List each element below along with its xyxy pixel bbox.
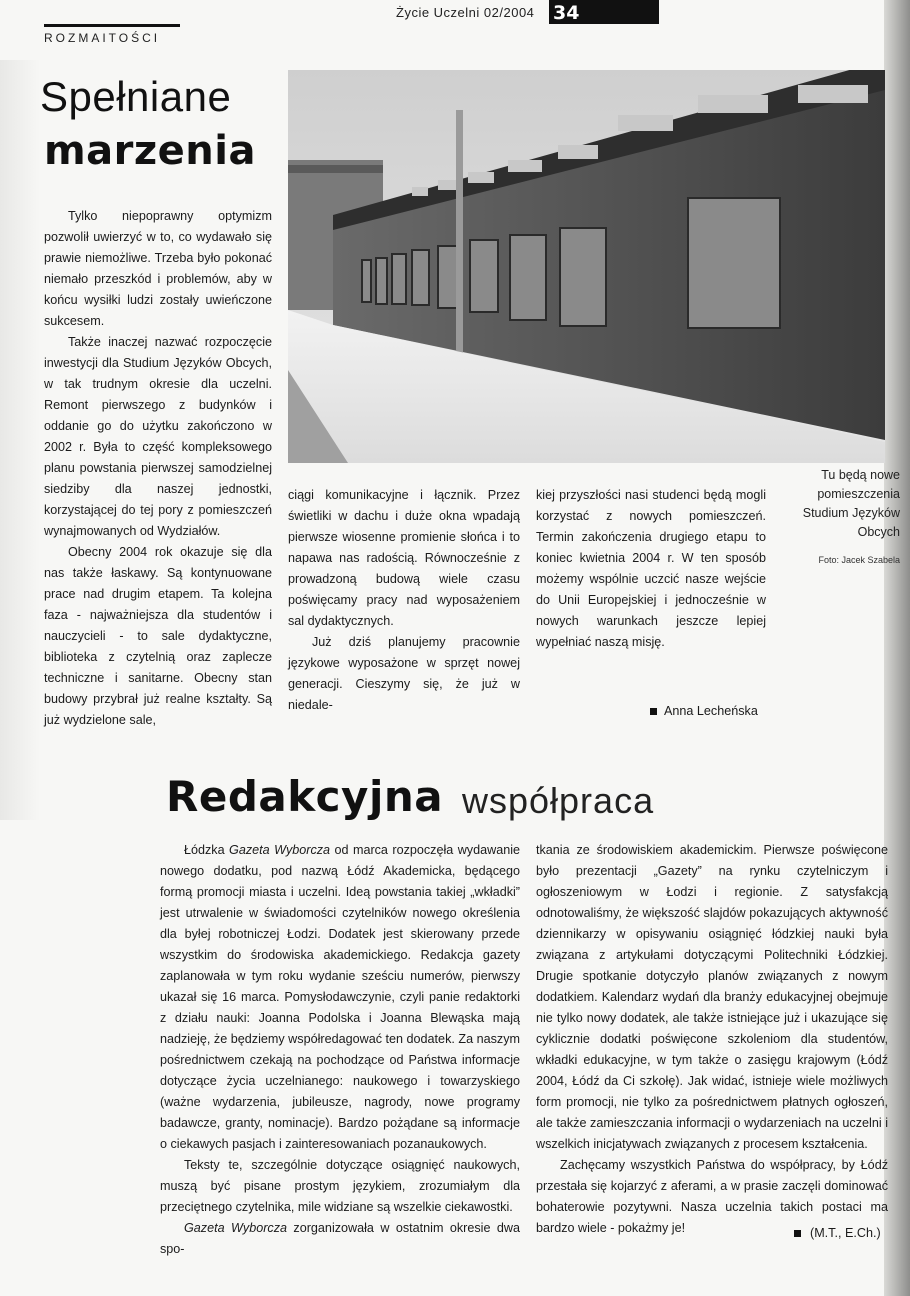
article2-p3-post: zorganizowała w ostatnim okresie dwa spo-: [160, 1221, 520, 1256]
photo-credit: Foto: Jacek Szabela: [818, 555, 900, 565]
article2-p1-post: od marca rozpoczęła wydawanie nowego dodatku, pod nazwą Łódź Akademicka, będącego formą promocji miasta i uczelni. Ideą powstania takiej „wkładki” jest utrwalenie w świadomości czytelników nowego określenia dla byłej robotniczej Łodzi. Dodatek jest skierowany przede wszystkim do środowiska akademickiego. Redakcja gazety zaplanowała w tym roku wydanie sześciu numerów, pierwszy ukazał się 16 marca. Pomysłodawczynie, czyli panie redaktorki z działu nauki: Joanna Podolska i Joanna Blewąska mają nadzieję, że będziemy współredagować ten dodatek. Za naszym pośrednictwem czekają na pochodzące od Państwa informacje dotyczące życia uczelnianego: naukowego i towarzyskiego (ważne wydarzenia, jubileusze, nagrody, nowe programy badawcze, granty, nominacje). Bardzo pożądane są informacje o ciekawych pasjach i zainteresowaniach pozanaukowych.: [160, 843, 521, 1151]
article2-paragraph5: Zachęcamy wszystkich Państwa do współpracy, by Łódź przestała się kojarzyć z aferami, a w prasie zaczęli dominować bohaterowie pozytywni. Nasza uczelnia takich postaci ma bardzo wiele - pokażmy je!: [536, 1158, 888, 1235]
article1-title-line2: marzenia: [44, 128, 256, 174]
article1-column3: [536, 485, 766, 653]
photo-caption: Tu będą nowe pomieszczenia Studium Języków Obcych: [802, 468, 900, 539]
article2-paragraph1: [160, 840, 520, 1155]
article2-title-bold: Redakcyjna: [166, 772, 444, 821]
article1-paragraph2: Także inaczej nazwać rozpoczęcie inwestycji dla Studium Języków Obcych, w tak trudnym okresie dla uczelni. Remont pierwszego z budynków i oddanie go do użytku zakończono w 2002 r. Była to część kompleksowego planu powstania pierwszej samodzielnej siedziby dla naszej jednostki, korzystającej do tej pory z pomieszczeń wynajmowanych od Wydziałów.: [44, 335, 272, 538]
article1-column1: [44, 206, 272, 731]
black-square-icon: [794, 1230, 801, 1237]
article1-paragraph3: Obecny 2004 rok okazuje się dla nas także łaskawy. Są kontynuowane prace nad drugim etapem. Ta kolejna faza - najważniejsza dla studentów i nauczycieli - to sale dydaktyczne, biblioteka z czytelnią oraz zaplecze techniczne i sanitarne. Obecny stan budowy przybrał już realne kształty. Są już wydzielone sale,: [44, 545, 272, 727]
article2-title-light: współpraca: [462, 780, 655, 821]
article1-title-line1: Spełniane: [40, 73, 232, 120]
article2-paragraph2: Teksty te, szczególnie dotyczące osiągnięć naukowych, muszą być pisane prostym językiem, zrozumiałym dla przeciętnego czytelnika, mile widziane są wszelkie ciekawostki.: [160, 1158, 520, 1214]
article2-column2: [536, 840, 888, 1239]
article2-paragraph3: [160, 1218, 520, 1260]
article2-p1-pre: Łódzka: [184, 843, 230, 857]
section-rule: [44, 24, 180, 27]
section-label: ROZMAITOŚCI: [44, 31, 161, 45]
article2-p1-italic: Gazeta Wyborcza: [229, 843, 331, 857]
article2-column1: [160, 840, 520, 1260]
page-edge-shadow: [0, 60, 40, 820]
building-photo: [288, 70, 885, 463]
article1-column2: [288, 485, 520, 716]
article2-author: (M.T., E.Ch.): [810, 1226, 881, 1240]
article1-paragraph6: kiej przyszłości nasi studenci będą mogli korzystać z nowych pomieszczeń. Termin zakończenia drugiego etapu to koniec kwietnia 2004 r. W ten sposób możemy wspólnie uczcić nasze wejście do Unii Europejskiej i jednocześnie w nowych warunkach jeszcze lepiej wypełniać naszą misję.: [536, 488, 766, 649]
black-square-icon: [650, 708, 657, 715]
article2-byline: [794, 1226, 881, 1240]
page-number-badge: 34: [549, 0, 659, 24]
article1-paragraph5: Już dziś planujemy pracownie językowe wyposażone w sprzęt nowej generacji. Cieszymy się, że już w niedale-: [288, 635, 520, 712]
issue-header: Życie Uczelni 02/2004: [396, 5, 535, 20]
article1-paragraph4: ciągi komunikacyjne i łącznik. Przez świetliki w dachu i duże okna wpadają pierwsze wiosenne promienie słońca i to napawa nas radością. Równocześnie z prowadzoną budową wiele czasu poświęcamy pracy nad wyposażeniem sal dydaktycznych.: [288, 488, 520, 628]
article1-paragraph1: Tylko niepoprawny optymizm pozwolił uwierzyć w to, co wydawało się prawie niemożliwe. Trzeba było pokonać niemało przeszkód i problemów, aby w końcu wysiłki ludzi zostały uwieńczone sukcesem.: [44, 209, 272, 328]
article2-p3-italic: Gazeta Wyborcza: [184, 1221, 288, 1235]
article1-author: Anna Lecheńska: [664, 704, 758, 718]
article2-paragraph4: tkania ze środowiskiem akademickim. Pierwsze poświęcone było prezentacji „Gazety” na rynku czytelniczym i ogłoszeniowym w Łodzi i regionie. Z satysfakcją odnotowaliśmy, że większość slajdów pokazujących aktywność dziennikarzy w opisywaniu osiągnięć łódzkiej nauki była związana z artykułami dotyczącymi Politechniki Łódzkiej. Drugie spotkanie dotyczyło planów związanych z nowym dodatkiem. Kalendarz wydań dla branży edukacyjnej obejmuje nie tylko nowy dodatek, ale także istniejące już i ukazujące się cyklicznie dodatki poświęcone szkoleniom dla studentów, wkładki edukacyjne, w tym także o zasięgu krajowym (Łódź 2004, Łódź da Ci szkołę). Jak widać, istnieje wiele możliwych form promocji, nie tylko za pośrednictwem płatnych ogłoszeń, ale także zamieszczania informacji o wydarzeniach na uczelni i wszelkich inicjatywach związanych z procesem kształcenia.: [536, 843, 888, 1151]
article1-byline: [650, 704, 758, 718]
building-photo-drawing: [288, 70, 885, 463]
